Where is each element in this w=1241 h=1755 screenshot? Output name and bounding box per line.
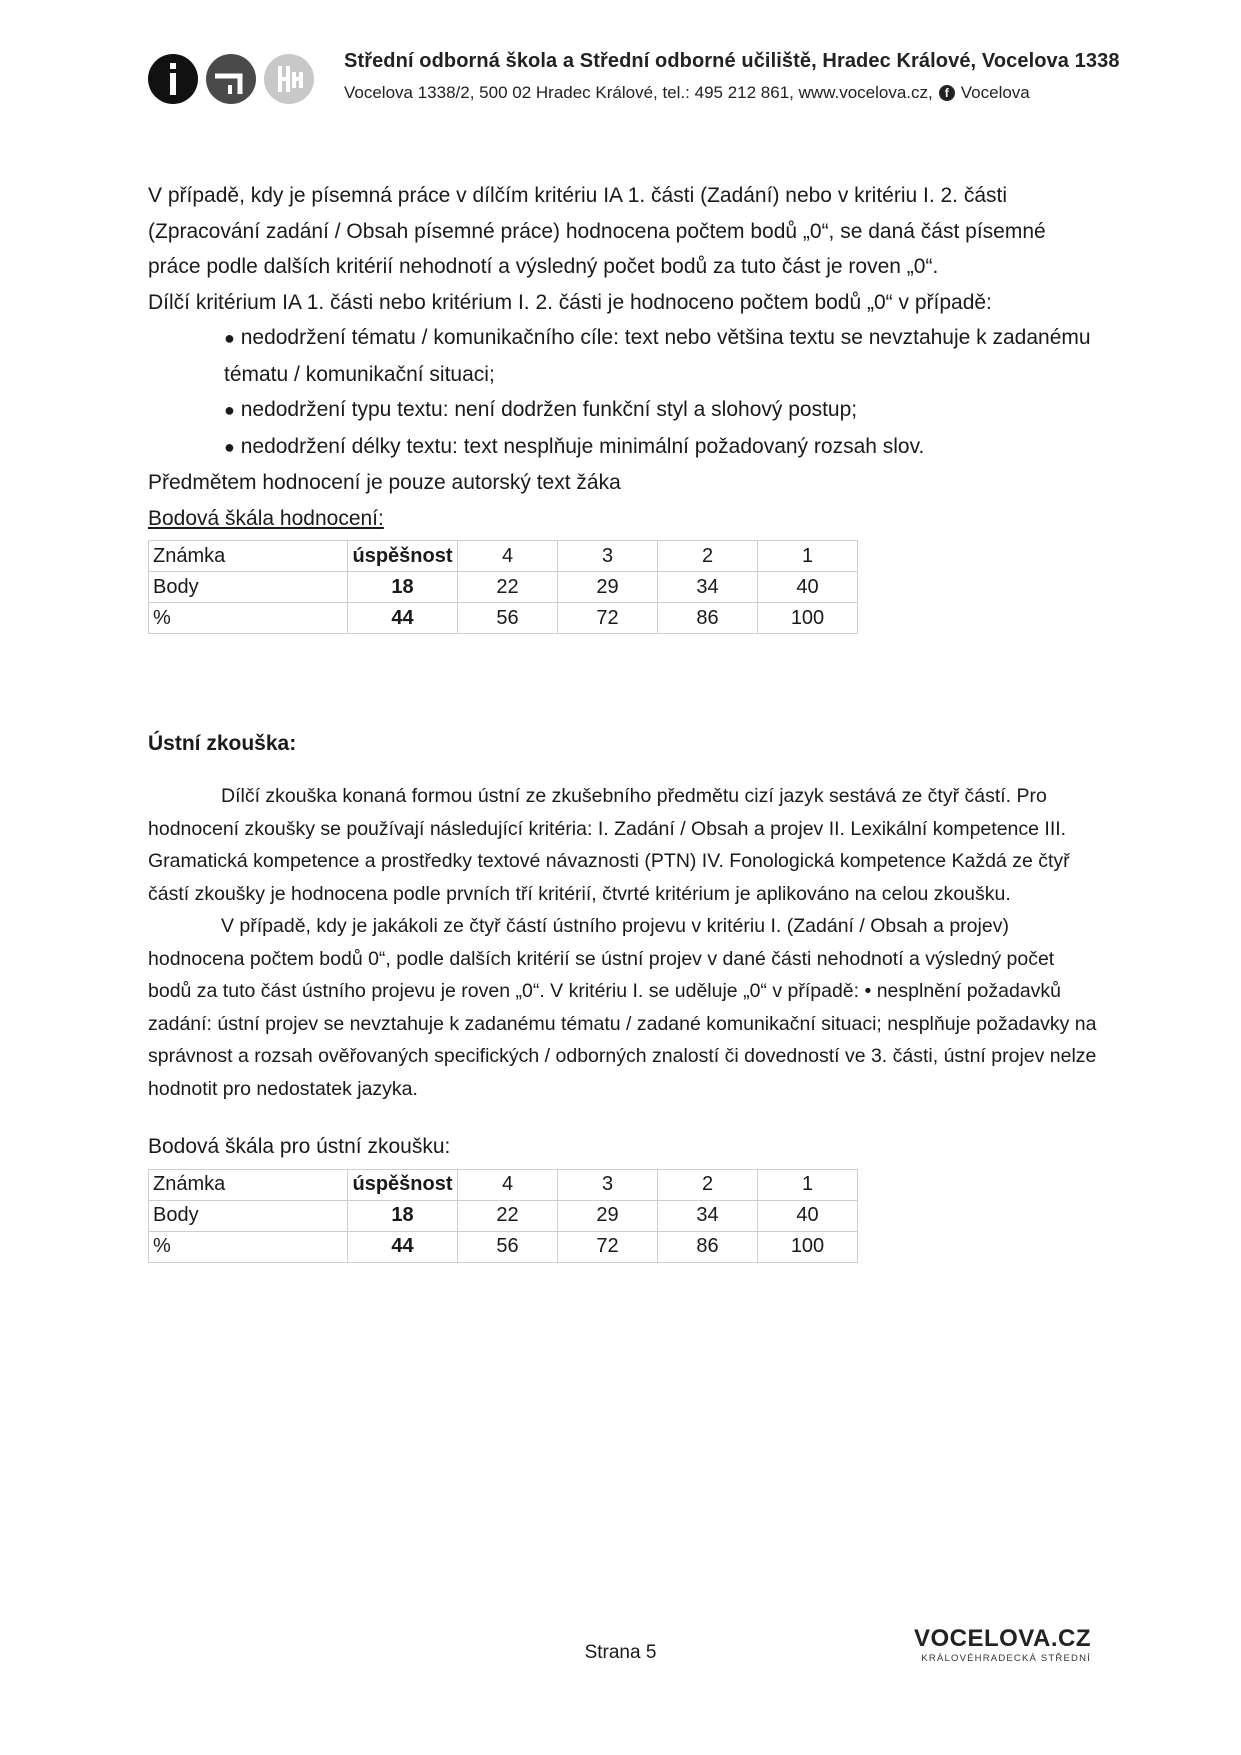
bullet-icon: ● xyxy=(224,328,235,348)
table-cell: 40 xyxy=(758,1200,858,1231)
facebook-icon: f xyxy=(939,85,955,101)
table-cell: 1 xyxy=(758,541,858,572)
oral-scale-table xyxy=(148,1169,858,1263)
bullet-icon: ● xyxy=(224,436,235,457)
table-cell: % xyxy=(149,603,348,634)
table-cell: 2 xyxy=(658,541,758,572)
brand-name: VOCELOVA.CZ xyxy=(913,1625,1091,1652)
page-number: Strana 5 xyxy=(584,1642,657,1663)
table-row xyxy=(149,1200,858,1231)
school-name: Střední odborná škola a Střední odborné učiliště, Hradec Králové, Vocelova 1338 xyxy=(344,50,1120,72)
written-paragraph: V případě, kdy je písemná práce v dílčím kritériu IA 1. části (Zadání) nebo v kritériu I. 2. části (Zpracování zadání / Obsah písemné práce) hodnocena počtem bodů „0“, se daná část písemné práce podle dalších kritérií nehodnotí a výsledný počet bodů za tuto část je roven „0“. xyxy=(148,184,1046,278)
logo-circle-mid-icon xyxy=(206,54,256,104)
subject-note: Předmětem hodnocení je pouze autorský text žáka xyxy=(148,471,621,494)
table-cell: 86 xyxy=(658,1231,758,1262)
list-item: ● nedodržení délky textu: text nesplňuje minimální požadovaný rozsah slov. xyxy=(224,434,925,458)
written-scale-table xyxy=(148,540,858,634)
table-cell: Známka xyxy=(149,1169,348,1200)
oral-scale-title: Bodová škála pro ústní zkoušku: xyxy=(148,1135,451,1158)
table-cell: 4 xyxy=(458,541,558,572)
logo-circle-dark-icon xyxy=(148,54,198,104)
school-logo xyxy=(148,54,314,104)
table-cell: 86 xyxy=(658,603,758,634)
table-cell: Známka xyxy=(149,541,348,572)
footer-brand xyxy=(914,1625,1091,1664)
table-cell: 29 xyxy=(558,572,658,603)
oral-paragraph-2: V případě, kdy je jakákoli ze čtyř částí ústního projevu v kritériu I. (Zadání / Obsah a projev) hodnocena počtem bodů 0“, podle dalších kritérií se ústní projev v dané části nehodnotí a výsledný počet bodů za tuto část ústního projevu je roven „0“. V kritériu I. se uděluje „0“ v případě: • nesplnění požadavků zadání: ústní projev se nevztahuje k zadanému tématu / zadané komunikační situaci; nesplňuje požadavky na správnost a rozsah ověřovaných specifických / odborných znalostí či dovedností ve 3. části, ústní projev nelze hodnotit pro nedostatek jazyka. xyxy=(148,915,1097,1100)
table-cell: 56 xyxy=(458,1231,558,1262)
table-cell: 22 xyxy=(458,572,558,603)
list-item: ● nedodržení typu textu: není dodržen funkční styl a slohový postup; xyxy=(224,398,858,421)
school-address xyxy=(344,83,1114,103)
table-cell: 2 xyxy=(658,1169,758,1200)
logo-circle-light-icon xyxy=(264,54,314,104)
table-cell: Body xyxy=(149,1200,348,1231)
table-cell: 3 xyxy=(558,541,658,572)
table-cell: 34 xyxy=(658,572,758,603)
criterion-intro: Dílčí kritérium IA 1. části nebo kritérium I. 2. části je hodnoceno počtem bodů „0“ v případě: xyxy=(148,290,992,314)
table-cell: 44 xyxy=(348,603,458,634)
written-scale-title: Bodová škála hodnocení: xyxy=(148,506,384,530)
table-row xyxy=(149,1231,858,1262)
address-text: Vocelova 1338/2, 500 02 Hradec Králové, tel.: 495 212 861, www.vocelova.cz, xyxy=(344,83,933,102)
header-text xyxy=(344,50,1120,103)
page-header xyxy=(148,50,1120,110)
oral-section-title: Ústní zkouška: xyxy=(148,732,297,755)
table-cell: 18 xyxy=(348,1200,458,1231)
table-cell: úspěšnost xyxy=(348,1169,458,1200)
table-cell: 1 xyxy=(758,1169,858,1200)
facebook-name: Vocelova xyxy=(960,83,1030,102)
table-cell: 29 xyxy=(558,1200,658,1231)
table-row xyxy=(149,1169,858,1200)
list-item: ● nedodržení tématu / komunikačního cíle: text nebo většina textu se nevztahuje k zadanému tématu / komunikační situaci; xyxy=(224,326,1091,386)
table-row xyxy=(149,603,858,634)
table-cell: % xyxy=(149,1231,348,1262)
table-cell: 44 xyxy=(348,1231,458,1262)
table-cell: 40 xyxy=(758,572,858,603)
bullet-icon: ● xyxy=(224,400,235,420)
table-cell: 3 xyxy=(558,1169,658,1200)
table-cell: Body xyxy=(149,572,348,603)
table-cell: 18 xyxy=(348,572,458,603)
table-cell: 22 xyxy=(458,1200,558,1231)
table-row xyxy=(149,541,858,572)
oral-paragraph-1: Dílčí zkouška konaná formou ústní ze zkušebního předmětu cizí jazyk sestává ze čtyř částí. Pro hodnocení zkoušky se používají následující kritéria: I. Zadání / Obsah a projev II. Lexikální kompetence III. Gramatická kompetence a prostředky textové návaznosti (PTN) IV. Fonologická kompetence Každá ze čtyř částí zkoušky je hodnocena podle prvních tří kritérií, čtvrté kritérium je aplikováno na celou zkoušku. xyxy=(148,785,1070,905)
table-cell: úspěšnost xyxy=(348,541,458,572)
table-cell: 4 xyxy=(458,1169,558,1200)
table-cell: 72 xyxy=(558,1231,658,1262)
table-cell: 100 xyxy=(758,603,858,634)
table-cell: 34 xyxy=(658,1200,758,1231)
page-content xyxy=(148,178,1098,1263)
criteria-list xyxy=(148,320,1098,465)
table-cell: 100 xyxy=(758,1231,858,1262)
table-cell: 56 xyxy=(458,603,558,634)
table-cell: 72 xyxy=(558,603,658,634)
brand-subtitle: KRÁLOVÉHRADECKÁ STŘEDNÍ xyxy=(921,1653,1091,1664)
table-row xyxy=(149,572,858,603)
